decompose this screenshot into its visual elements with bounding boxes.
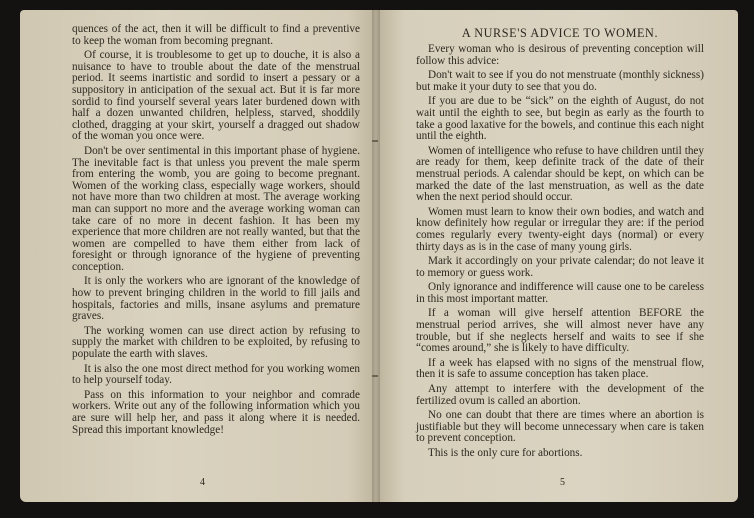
book-gutter [372,10,380,502]
left-paragraph-5: The working women can use direct action by refusing to supply the market with children to be exploited, by refusing to populate the earth with slaves. [72,324,360,361]
left-page [20,10,376,502]
right-page [376,10,738,502]
right-paragraph-8: If a woman will give herself attention BEFORE the menstrual period arrives, she will almost never have any trouble, but if she neglects herself and waits to see if she “comes around,” she is likely to have difficulty. [416,307,704,355]
right-paragraph-5: Women must learn to know their own bodies, and watch and know definitely how regular or irregular they are: if the period comes regularly every twenty-eight days (normal) or every thirty days as is in the case of many young girls. [416,205,704,253]
left-paragraph-3: Don't be over sentimental in this important phase of hygiene. The inevitable fact is that unless you prevent the male sperm from entering the womb, you are going to become pregnant. Women of the working class, especially wage workers, should not have more than two children at most. The average working man can support no more and the average working woman can take care of no more in decent fashion. It has been my experience that more children are not really wanted, but that the women are compelled to have them either from lack of foresight or through ignorance of the hygiene of preventing conception. [72,144,360,273]
right-paragraph-9: If a week has elapsed with no signs of the menstrual flow, then it is safe to assume conception has taken place. [416,356,704,381]
right-paragraph-1: Every woman who is desirous of preventing conception will follow this advice: [416,43,704,67]
staple-bottom [372,375,378,377]
left-paragraph-4: It is only the workers who are ignorant of the knowledge of how to prevent bringing children in the world to fill jails and hospitals, factories and mills, insane asylums and premature graves. [72,275,360,323]
left-paragraph-2: Of course, it is troublesome to get up to douche, it is also a nuisance to have to trouble about the date of the menstrual period. It seems inartistic and sordid to insert a pessary or a suppository in anticipation of the sexual act. But it is far more sordid to find yourself several years later burdened down with half a dozen unwanted children, helpless, starved, shoddily clothed, dragging at your skirt, yourself a dragged out shadow of the woman you once were. [72,49,360,143]
left-paragraph-6: It is also the one most direct method for you working women to help yourself today. [72,362,360,387]
right-paragraph-10: Any attempt to interfere with the development of the fertilized ovum is called an abortion. [416,383,704,407]
right-paragraph-12: This is the only cure for abortions. [428,447,583,459]
right-body-text [416,44,704,463]
right-paragraph-11: No one can doubt that there are times where an abortion is justifiable but they will become unnecessary when care is taken to prevent conception. [416,409,704,445]
right-paragraph-7: Only ignorance and indifference will cause one to be careless in this most important matter. [416,281,704,305]
left-paragraph-7: Pass on this information to your neighbor and comrade workers. Write out any of the following information which you are sure will help her, and pass it along where it is needed. Spread this important knowledge! [72,388,360,436]
page-title: A NURSE'S ADVICE TO WOMEN. [461,26,659,40]
left-page-number: 4 [200,477,205,488]
staple-top [372,140,378,142]
right-page-number: 5 [560,477,565,488]
right-paragraph-4: Women of intelligence who refuse to have children until they are ready for them, keep definite track of the date of their menstrual periods. A calendar should be kept, on which can be marked the date of the last menstruation, as well as the date when the next period should occur. [416,144,704,204]
left-paragraph-1: quences of the act, then it will be difficult to find a preventive to keep the woman from becoming pregnant. [72,23,360,47]
right-paragraph-6: Mark it accordingly on your private calendar; do not leave it to memory or guess work. [416,255,704,279]
right-paragraph-3: If you are due to be “sick” on the eighth of August, do not wait until the eighth to see, but begin as early as the fourth to take a good laxative for the bowels, and continue this each night until the eighth. [416,95,704,143]
right-paragraph-2: Don't wait to see if you do not menstruate (monthly sickness) but make it your duty to see that you do. [416,69,704,93]
left-body-text [72,24,360,439]
